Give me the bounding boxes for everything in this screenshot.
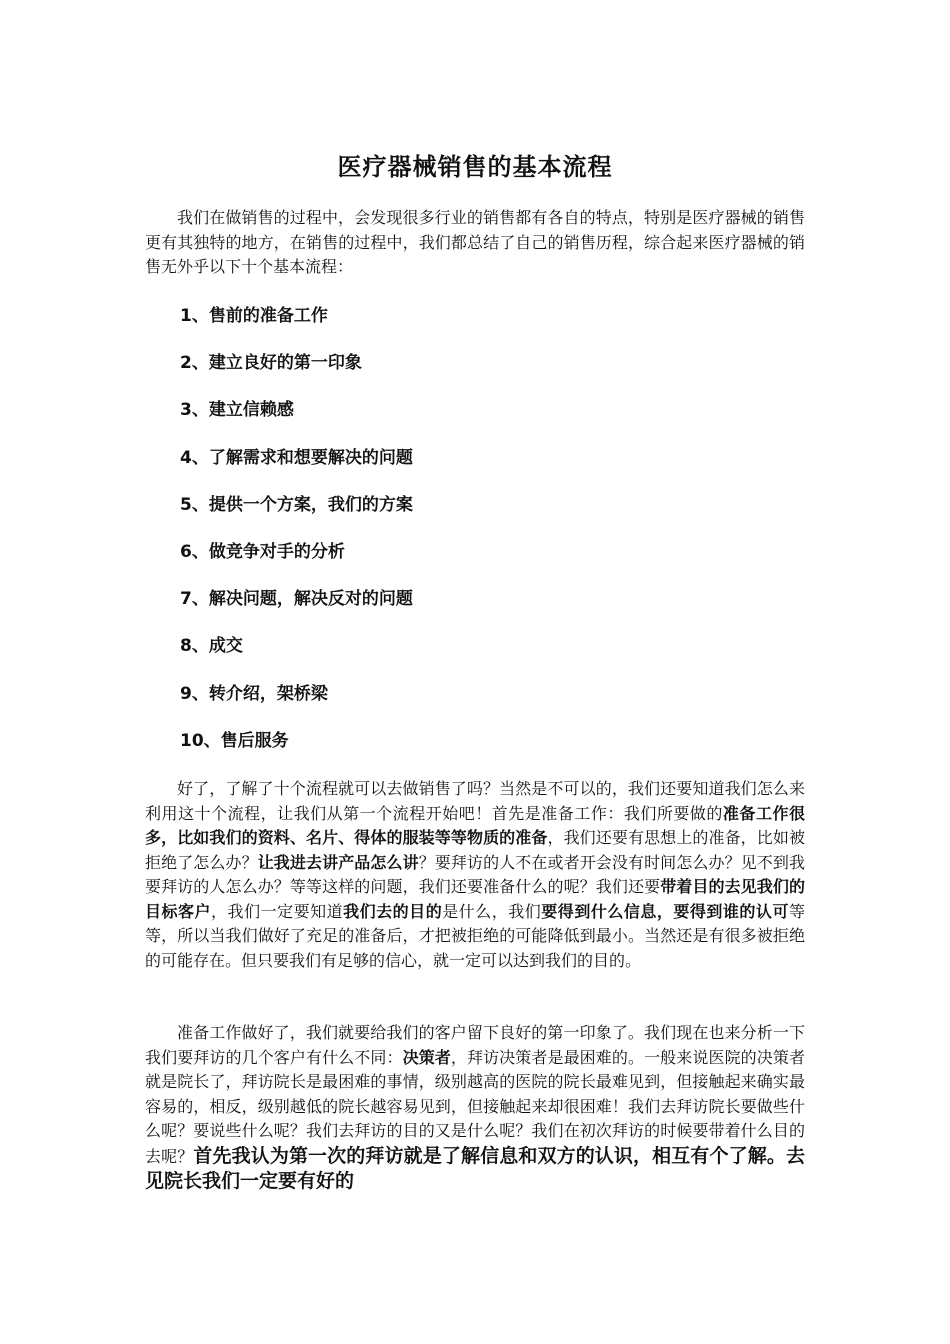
text-run: ，拜访决策者是最困难的。一般来说医院的决策者就是院长了，拜访院长是最困难的事情，级别越高的医院的院长最难见到，但接触起来确实最容易的，相反，级别越低的院长越容易见到，但接触起来却很困难！我们去拜访院长要做些什么呢？要说些什么呢？我们去拜访的目的又是什么呢？我们在初次拜访的时候要带着什么目的去呢？ [145, 1047, 805, 1166]
text-run: 等等，所以当我们做好了充足的准备后，才把被拒绝的可能降低到最小。当然还是有很多被拒绝的可能存在。但只要我们有足够的信心，就一定可以达到我们的目的。 [145, 901, 805, 970]
text-run: ？要拜访的人不在或者开会没有时间怎么办？见不到我要拜访的人怎么办？等等这样的问题，我们还要准备什么的呢？我们还要 [145, 852, 805, 896]
preparation-paragraph [145, 777, 805, 973]
text-run: ，我们一定要知道 [211, 901, 344, 921]
text-run: 是什么，我们 [442, 901, 542, 921]
bold-run: 准备工作很多，比如我们的资料、名片、得体的服装等等物质的准备 [145, 803, 805, 847]
bold-run: 决策者 [402, 1047, 451, 1067]
text-run: 好了，了解了十个流程就可以去做销售了吗？当然是不可以的，我们还要知道我们怎么来利用这十个流程，让我们从第一个流程开始吧！首先是准备工作：我们所要做的 [145, 779, 805, 823]
step-item: 1、售前的准备工作 [180, 306, 328, 326]
bold-run: 我们去的目的 [343, 901, 443, 921]
step-item: 7、解决问题，解决反对的问题 [180, 589, 413, 609]
step-item: 8、成交 [180, 636, 243, 656]
bold-run: 带着目的去见我们的目标客户 [145, 877, 805, 921]
text-run: 准备工作做好了，我们就要给我们的客户留下良好的第一印象了。我们现在也来分析一下我们要拜访的几个客户有什么不同： [145, 1023, 805, 1067]
step-item: 2、建立良好的第一印象 [180, 353, 362, 373]
step-item: 4、了解需求和想要解决的问题 [180, 448, 413, 468]
bold-run: 要得到什么信息，要得到谁的认可 [541, 901, 789, 921]
step-item: 3、建立信赖感 [180, 400, 294, 420]
intro-paragraph: 我们在做销售的过程中，会发现很多行业的销售都有各自的特点，特别是医疗器械的销售更有其独特的地方，在销售的过程中，我们都总结了自己的销售历程，综合起来医疗器械的销售无外乎以下十个基本流程： [145, 208, 805, 276]
large-bold-run: 首先我认为第一次的拜访就是了解信息和双方的认识，相互有个了解。去见院长我们一定要有好的 [145, 1144, 805, 1192]
step-item: 5、提供一个方案，我们的方案 [180, 495, 413, 515]
text-run: ，我们还要有思想上的准备，比如被拒绝了怎么办？ [145, 828, 805, 872]
first-impression-paragraph [145, 1021, 805, 1195]
step-item: 10、售后服务 [180, 731, 289, 751]
step-item: 6、做竞争对手的分析 [180, 542, 345, 562]
step-item: 9、转介绍，架桥梁 [180, 684, 328, 704]
bold-run: 让我进去讲产品怎么讲 [257, 852, 419, 872]
document-title: 医疗器械销售的基本流程 [337, 153, 613, 181]
